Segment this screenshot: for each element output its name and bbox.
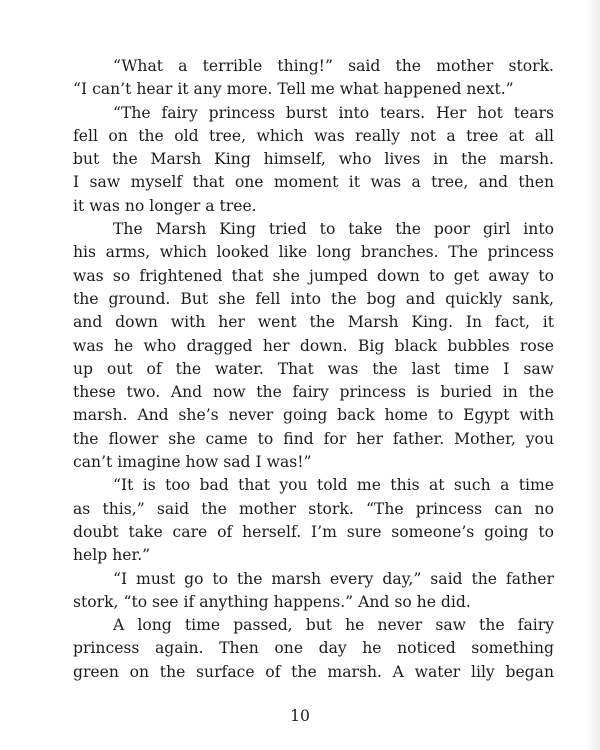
text-line: was so frightened that she jumped down to get away to xyxy=(73,266,554,285)
text-line: was he who dragged her down. Big black bubbles rose xyxy=(73,336,554,355)
text-line: the ground. But she fell into the bog and quickly sank, xyxy=(73,289,554,308)
text-line: The Marsh King tried to take the poor girl into xyxy=(113,220,554,239)
text-line: and down with her went the Marsh King. In fact, it xyxy=(73,313,554,332)
page-edge-shadow xyxy=(586,0,600,750)
text-line: princess again. Then one day he noticed something xyxy=(73,639,554,658)
text-line: these two. And now the fairy princess is buried in the xyxy=(73,383,554,402)
text-line: fell on the old tree, which was really not a tree at all xyxy=(73,126,554,145)
text-line: “It is too bad that you told me this at such a time xyxy=(113,476,554,495)
text-line: marsh. And she’s never going back home to Egypt with xyxy=(73,406,554,425)
text-line: I saw myself that one moment it was a tree, and then xyxy=(73,173,554,192)
text-line: A long time passed, but he never saw the fairy xyxy=(113,616,554,635)
text-line: “I can’t hear it any more. Tell me what happened next.” xyxy=(73,80,514,99)
page-number: 10 xyxy=(290,707,310,725)
book-page-text xyxy=(73,55,554,684)
text-line: it was no longer a tree. xyxy=(73,196,257,215)
text-line: help her.” xyxy=(73,546,151,565)
text-line: but the Marsh King himself, who lives in the marsh. xyxy=(73,150,554,169)
text-line: can’t imagine how sad I was!” xyxy=(73,453,312,472)
text-line: as this,” said the mother stork. “The princess can no xyxy=(73,499,554,518)
text-line: green on the surface of the marsh. A water lily began xyxy=(73,662,554,681)
text-line: doubt take care of herself. I’m sure someone’s going to xyxy=(73,522,554,541)
text-line: “I must go to the marsh every day,” said the father xyxy=(113,569,554,588)
text-line: stork, “to see if anything happens.” And so he did. xyxy=(73,592,471,611)
text-line: “What a terrible thing!” said the mother stork. xyxy=(113,57,554,75)
text-line: up out of the water. That was the last time I saw xyxy=(73,359,554,378)
text-line: “The fairy princess burst into tears. Her hot tears xyxy=(113,103,554,122)
text-line: the flower she came to find for her father. Mother, you xyxy=(73,429,554,448)
text-line: his arms, which looked like long branches. The princess xyxy=(73,243,554,262)
